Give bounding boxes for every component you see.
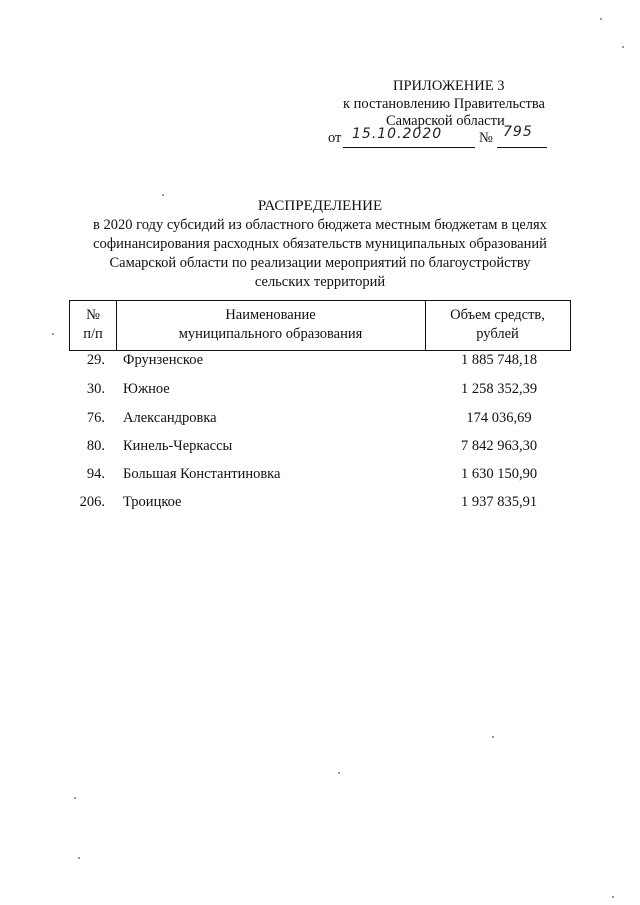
header-amount [425,306,570,344]
subtitle-line: софинансирования расходных обязательств муниципальных образований [93,236,547,252]
row-amount: 1 885 748,18 [460,352,538,368]
scan-speck [612,896,614,898]
number-label: № [479,130,493,146]
scan-speck [600,18,602,20]
header-name-line-1: Наименование [225,307,316,323]
date-handwritten: 15.10.2020 [352,126,443,142]
row-amount: 1 937 835,91 [460,494,538,510]
row-number: 80. [86,438,105,454]
row-name: Фрунзенское [123,352,204,368]
document-subtitle [60,216,580,292]
appendix-line-1: к постановлению Правительства [343,96,545,112]
header-amount-line-1: Объем средств, [450,307,545,323]
subtitle-line: в 2020 году субсидий из областного бюджета местным бюджетам в целях [93,217,547,233]
from-label: от [328,130,342,146]
row-number: 29. [86,352,105,368]
date-underline [343,147,475,148]
row-name: Троицкое [123,494,182,510]
table-row [69,494,571,518]
subtitle-line: Самарской области по реализации мероприятий по благоустройству [109,255,531,271]
appendix-line-2: Самарской области [386,113,505,129]
table-row [69,381,571,405]
row-name: Большая Константиновка [123,466,281,482]
row-amount: 1 630 150,90 [460,466,538,482]
header-number-line-2: п/п [83,326,103,342]
appendix-title: ПРИЛОЖЕНИЕ 3 [393,78,505,94]
scan-speck [492,736,494,738]
scan-speck [78,857,80,859]
row-number: 94. [86,466,105,482]
row-name: Александровка [123,410,217,426]
scan-speck [162,194,164,196]
row-number: 30. [86,381,105,397]
header-name-line-2: муниципального образования [178,326,363,342]
header-amount-line-2: рублей [476,326,519,342]
row-number: 206. [79,494,105,510]
scan-speck [52,333,54,335]
document-title: РАСПРЕДЕЛЕНИЕ [257,198,383,214]
row-name: Кинель-Черкассы [123,438,233,454]
row-amount: 174 036,69 [466,410,532,426]
table-row [69,352,571,376]
scan-speck [622,46,624,48]
header-number-line-1: № [86,307,100,323]
number-handwritten: 795 [503,124,533,140]
table-row [69,410,571,434]
row-amount: 7 842 963,30 [460,438,538,454]
scan-speck [338,772,340,774]
row-amount: 1 258 352,39 [460,381,538,397]
row-name: Южное [123,381,170,397]
table-header [69,300,571,351]
subtitle-line: сельских территорий [254,274,386,290]
header-name [116,306,425,344]
table-row [69,438,571,462]
scan-speck [74,797,76,799]
number-underline [497,147,547,148]
row-number: 76. [86,410,105,426]
header-number [70,306,116,344]
table-row [69,466,571,490]
